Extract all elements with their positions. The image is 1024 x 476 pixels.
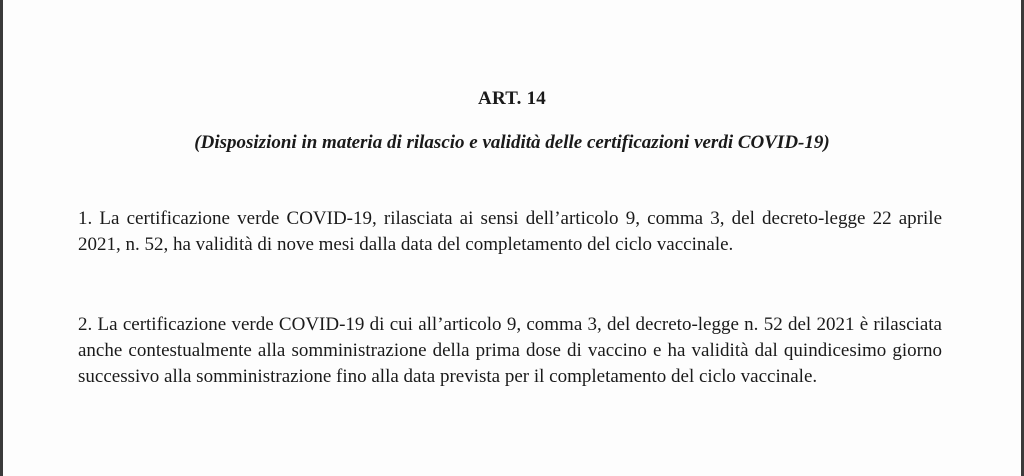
article-number: ART. 14 <box>478 88 546 109</box>
paragraph-1: 1. La certificazione verde COVID-19, rilasciata ai sensi dell’articolo 9, comma 3, del decreto-legge 22 aprile 2021, n. 52, ha validità di nove mesi dalla data del completamento del ciclo vaccinale. <box>78 208 942 255</box>
paragraph-2: 2. La certificazione verde COVID-19 di cui all’articolo 9, comma 3, del decreto-legge n. 52 del 2021 è rilasciata anche contestualmente alla somministrazione della prima dose di vaccino e ha validità dal quindicesimo giorno successivo alla somministrazione fino alla data prevista per il completamento del ciclo vaccinale. <box>78 314 942 387</box>
article-subtitle: (Disposizioni in materia di rilascio e validità delle certificazioni verdi COVID-19) <box>194 132 830 153</box>
left-border <box>0 0 3 476</box>
